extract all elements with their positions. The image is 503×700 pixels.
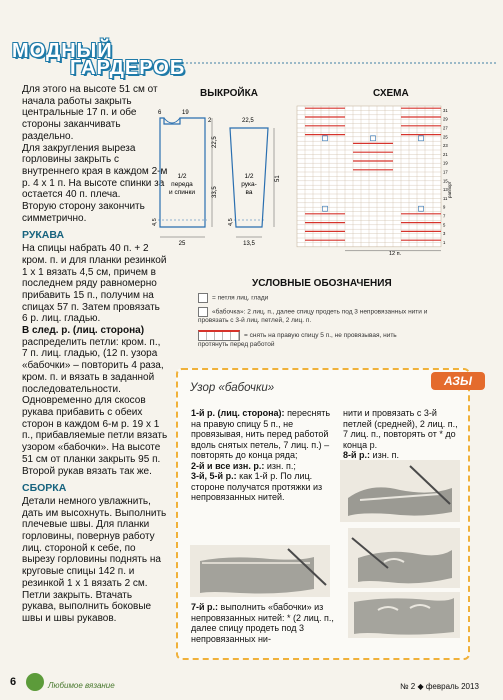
row-number: 7 — [443, 213, 446, 219]
dim-335: 33,5 — [212, 186, 218, 198]
dim-2: 2 — [208, 118, 212, 124]
legend-text-1: = петля лиц. глади — [212, 294, 269, 302]
row2-text: изн. п.; — [266, 460, 296, 471]
row7-text: выполнить «бабочки» из непровязанных нитей: * (2 лиц. п., далее спицу продеть под 3 непровязанных ни- — [191, 602, 334, 644]
page-number: 6 — [10, 676, 17, 688]
row8-text: изн. п. — [372, 450, 400, 460]
assembly-paragraph: Детали немного увлажнить, дать им высохнуть. Выполнить плечевые швы. Для планки горловины, повернув работу лиц. стороной к себе, по вырезу горловины поднять на круговые спицы 142 п. и резинкой 1 х 1 вязать 2 см. Петли закрыть. Втачать рукава, выполнить боковые швы и швы рукавов. — [22, 495, 167, 624]
body-label-3: и спинки — [169, 189, 195, 196]
knitting-photo-1 — [340, 460, 460, 522]
legend-item-1 — [198, 293, 268, 303]
legend-text-3: = снять на правую спицу 5 п., не провязывая, нить протянуть перед работой — [198, 332, 397, 348]
section-header — [12, 40, 185, 80]
header-line1: МОДНЫЙ — [12, 40, 113, 62]
header-divider — [186, 62, 496, 66]
stitch-instructions-right — [343, 408, 461, 461]
sleeve-paragraph-2 — [22, 325, 168, 465]
sleeve-label-2: рука- — [241, 181, 257, 188]
row-number: 23 — [443, 143, 448, 149]
row-number: 27 — [443, 125, 448, 131]
row-number: 15 — [443, 178, 448, 184]
stitch-box-title: Узор «бабочки» — [190, 382, 275, 394]
row-number: 31 — [443, 107, 448, 113]
row-number: 3 — [443, 231, 446, 237]
legend-swatch-knit — [198, 293, 208, 303]
dim-19: 19 — [182, 110, 189, 116]
row-number: 17 — [443, 169, 448, 175]
knitting-photo-3 — [190, 545, 330, 597]
knitting-photo-2 — [348, 528, 460, 588]
pattern-title: ВЫКРОЙКА — [200, 88, 258, 99]
magazine-logo: Любимое вязание — [48, 681, 115, 690]
pattern-diagram — [150, 92, 285, 267]
sleeve-bold: В след. р. (лиц. сторона) — [22, 325, 145, 337]
row-number: 9 — [443, 204, 446, 210]
intro-paragraph: Для этого на высоте 51 см от начала работы закрыть центральные 17 п. и обе стороны заканчивать раздельно. — [22, 84, 158, 142]
row-number: 5 — [443, 222, 446, 228]
row-number: 21 — [443, 151, 448, 157]
second-side-paragraph: Вторую сторону закончить симметрично. — [22, 201, 145, 224]
row3b-text: По лиц. стороне получатся протяжки из непровязанных нитей. — [191, 471, 323, 502]
dim-225-top: 22,5 — [242, 118, 254, 124]
assembly-heading: СБОРКА — [22, 482, 67, 495]
row7-instructions — [191, 602, 341, 644]
stitch-instructions-left — [191, 408, 331, 503]
body-label-2: переда — [171, 181, 193, 188]
sleeve-paragraph-1: На спицы набрать 40 п. + 2 кром. п. и для планки резинкой 1 х 1 вязать 4,5 см, причем в последнем ряду равномерно прибавить 15 п., получим на спицах 57 п. Затем провязать 6 р. лиц. гладью. — [22, 243, 167, 325]
legend-swatch-slip — [198, 330, 240, 341]
schema-grid — [293, 102, 455, 257]
row-number: 1 — [443, 239, 446, 245]
dim-225-side: 22,5 — [212, 136, 218, 148]
dim-135: 13,5 — [243, 241, 255, 247]
row7-label: 7-й р.: — [191, 602, 219, 612]
dim-45b: 4,5 — [228, 218, 234, 226]
row3-text: как 1-й р. — [239, 471, 278, 481]
basics-badge: АЗЫ — [431, 372, 485, 390]
row1-label: 1-й р. (лиц. сторона): — [191, 408, 285, 418]
instructions-column — [22, 84, 168, 625]
row-number: 11 — [443, 195, 448, 201]
knitting-photo-4 — [348, 592, 460, 638]
yarn-ball-icon — [26, 673, 44, 691]
dim-51: 51 — [275, 175, 281, 182]
issue-info: № 2 ◆ февраль 2013 — [400, 682, 479, 691]
row-number: 29 — [443, 116, 448, 122]
neckline-paragraph: Для закругления выреза горловины закрыть с внутреннего края в каждом 2-м р. 4 х 1 п. На высоте спинки за остается 40 п. плеча. — [22, 142, 168, 201]
header-line2: ГАРДЕРОБ — [70, 57, 186, 79]
sleeve-label-3: ва — [245, 189, 253, 196]
row1-text: переснять на правую спицу 5 п., не провязывая, нить перед работой вдоль снятых петель, 7 лиц. п.) – повторять до конца ряда; — [191, 408, 331, 460]
dim-45: 4,5 — [152, 218, 158, 226]
body-label-1: 1/2 — [177, 173, 187, 180]
neck-curve — [164, 118, 180, 123]
sleeve-paragraph-3: Второй рукав вязать так же. — [22, 465, 152, 477]
sleeve-heading: РУКАВА — [22, 229, 65, 242]
sleeve-label-1: 1/2 — [244, 173, 254, 180]
schema-title: СХЕМА — [373, 88, 409, 99]
legend-swatch-butterfly — [198, 307, 208, 317]
legend-item-3 — [198, 330, 418, 349]
stitch-count-label: 12 п. — [389, 250, 402, 257]
sleeve-text-2: распределить петли: кром. п., 7 п. лиц. гладью, (12 п. узора «бабочки» – повторить 4 раза, кром. п. и вязать в заданной последовательности. Одновременно для скосов рукава прибавить с обеих сторон в каждом 6-м р. 19 х 1 п., прибавляемые петли вязать узором «бабочки». На высоте 51 см от планки закрыть 95 п. — [22, 336, 168, 465]
row8-label: 8-й р.: — [343, 450, 371, 460]
row-number: 25 — [443, 134, 448, 140]
row3-label: 3-й, 5-й р.: — [191, 471, 237, 481]
legend-title: УСЛОВНЫЕ ОБОЗНАЧЕНИЯ — [252, 278, 392, 289]
dim-6: 6 — [158, 110, 162, 116]
right-text: нити и провязать с 3-й петлей (средней), 2 лиц. п., 7 лиц. п., повторять от * до конца р. — [343, 408, 458, 450]
dim-25: 25 — [178, 241, 186, 247]
legend-item-2 — [198, 307, 438, 325]
row-number: 13 — [443, 187, 448, 193]
legend-text-2: «бабочка»: 2 лиц. п., далее спицу продеть под 3 непровязанных нити и провязать с 3-й лиц. петлей, 2 лиц. п. — [198, 308, 428, 324]
row-number: 19 — [443, 160, 448, 166]
rapport-label: раппорт — [447, 181, 452, 198]
row2-label: 2-й и все изн. р.: — [191, 460, 265, 471]
